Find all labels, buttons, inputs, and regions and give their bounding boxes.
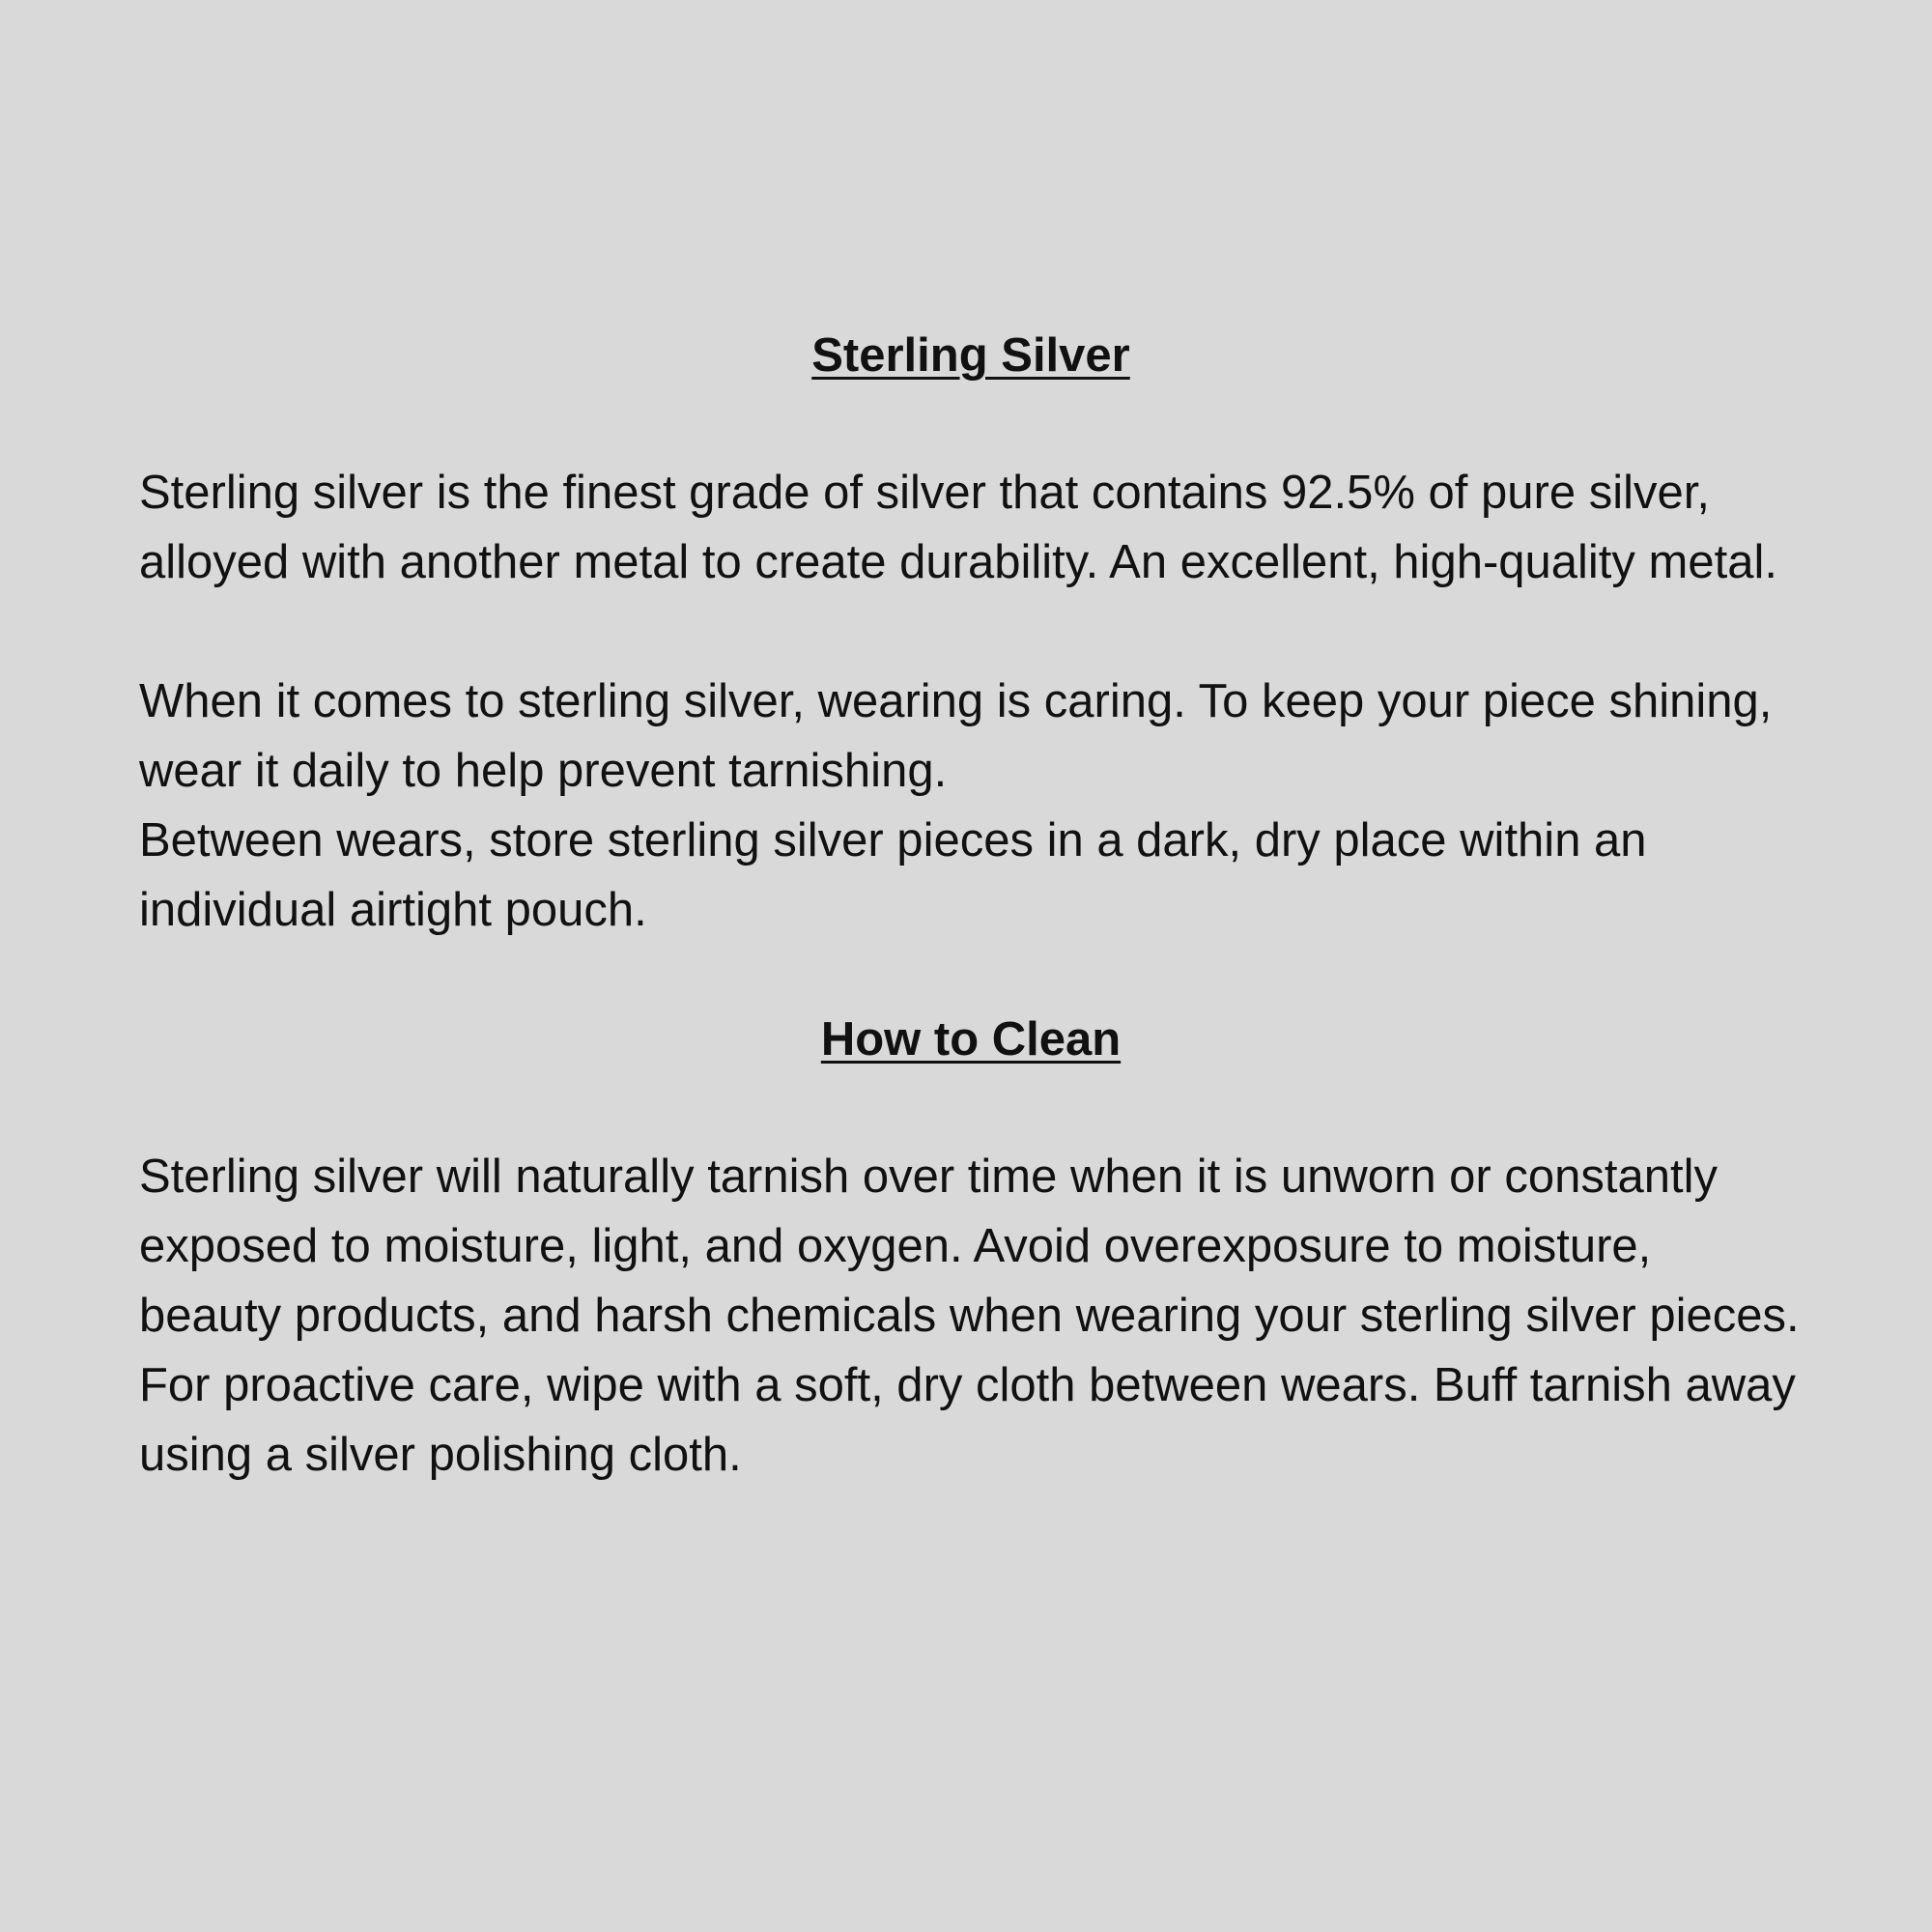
spacer <box>139 392 1803 458</box>
wearing-care-tip: When it comes to sterling silver, wearing is caring. To keep your piece shining, wear it daily to help prevent tarnishing. <box>139 675 1773 797</box>
spacer <box>139 945 1803 1003</box>
cleaning-instructions: Sterling silver will naturally tarnish over time when it is unworn or constantly exposed to moisture, light, and oxygen. Avoid overexposure to moisture, beauty products, and harsh chemicals when wearing your sterling silver pieces. For proactive care, wipe with a soft, dry cloth between wears. Buff tarnish away using a silver polishing cloth. <box>139 1151 1800 1481</box>
sterling-silver-description: Sterling silver is the finest grade of silver that contains 92.5% of pure silver, alloyed with another metal to create durability. An excellent, high-quality metal. <box>139 467 1777 588</box>
spacer <box>139 1076 1803 1142</box>
care-info-content <box>139 319 1803 1490</box>
sterling-silver-heading: Sterling Silver <box>811 329 1130 382</box>
storage-care-tip: Between wears, store sterling silver pieces in a dark, dry place within an individual airtight pouch. <box>139 814 1647 936</box>
how-to-clean-heading: How to Clean <box>820 1013 1122 1065</box>
spacer <box>139 597 1803 667</box>
